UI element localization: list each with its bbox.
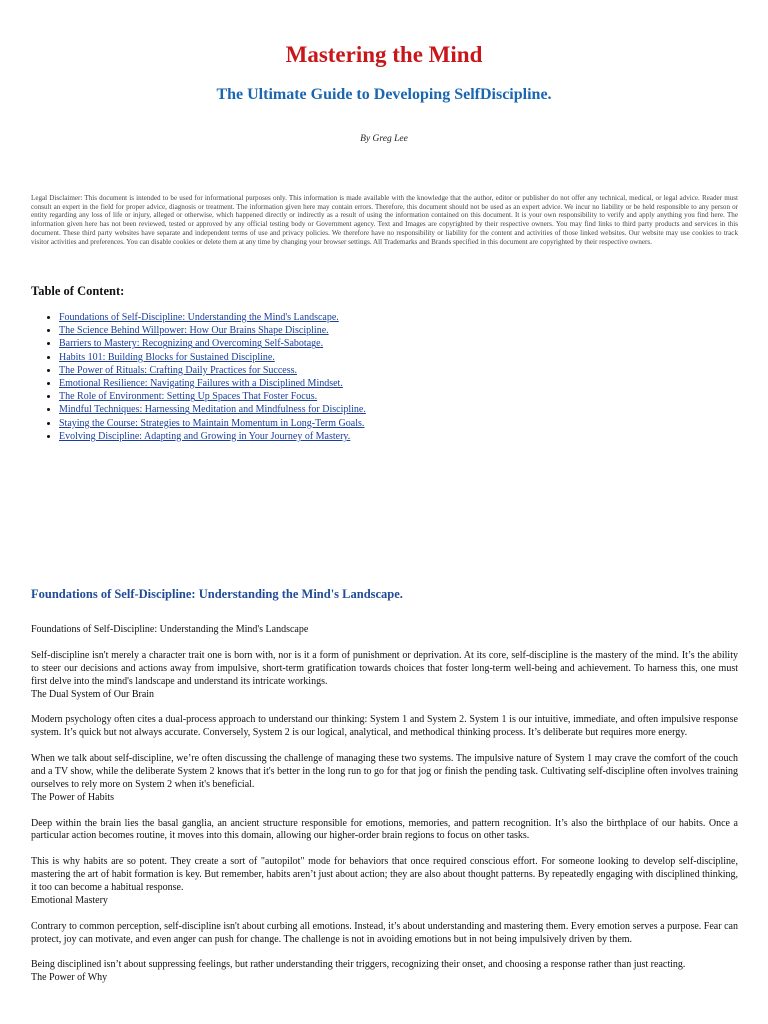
toc-link-evolving-discipline[interactable]: Evolving Discipline: Adapting and Growing in Your Journey of Mastery. [59,430,351,442]
toc-link-mindful-techniques[interactable]: Mindful Techniques: Harnessing Meditation and Mindfulness for Discipline. [59,404,366,416]
table-of-contents [31,311,366,443]
subheading: Emotional Mastery [31,894,108,906]
body-paragraph: Deep within the brain lies the basal ganglia, an ancient structure responsible for emotions, memories, and pattern recognition. It’s also the birthplace of our habits. Once a particular action becomes routine, it moves into this domain, allowing our higher-order brain regions to focus on other tasks. [31,817,738,842]
body-paragraph: This is why habits are so potent. They create a sort of "autopilot" mode for behaviors that once required conscious effort. For someone looking to develop self-discipline, mastering the art of habit formation is key. But remember, habits aren’t just about action; they are also about thought patterns. By repeatedly engaging with disciplined thinking, it too can become a habitual response. [31,856,738,894]
body-paragraph: Self-discipline isn't merely a character trait one is born with, nor is it a form of punishment or deprivation. At its core, self-discipline is the mastery of the mind. It’s the ability to steer our decisions and actions away from impulsive, short-term gratification towards choices that foster long-term well-being and achievement. To harness this, one must first delve into the mind's landscape and understand its intricate workings. [31,649,738,687]
body-paragraph: When we talk about self-discipline, we’re often discussing the challenge of managing these two systems. The impulsive nature of System 1 may crave the comfort of the couch and a TV show, while the deliberate System 2 knows that it's better in the long run to go for that jog or finish the pending task. Cultivating self-discipline often involves training ourselves to rely more on System 2 when it's beneficial. [31,753,738,790]
section-body [31,624,738,998]
body-paragraph: Contrary to common perception, self-discipline isn't about curbing all emotions. Instead, it’s about understanding and mastering them. Every emotion serves a purpose. Fear can protect, joy can motivate, and even anger can push for change. The challenge is not in avoiding emotions but in not being impulsively driven by them. [31,920,738,945]
author-byline: By Greg Lee [360,134,408,144]
toc-link-emotional-resilience[interactable]: Emotional Resilience: Navigating Failures with a Disciplined Mindset. [59,378,343,390]
paragraph-group [31,753,738,805]
toc-heading: Table of Content: [31,284,125,298]
toc-link-rituals[interactable]: The Power of Rituals: Crafting Daily Practices for Success. [59,364,297,376]
paragraph-group [31,650,738,702]
document-title: Mastering the Mind [285,42,483,67]
toc-item [59,377,366,390]
paragraph-group [31,856,738,908]
toc-item [59,364,366,377]
toc-item [59,311,366,324]
subheading: The Power of Why [31,972,108,984]
subheading: The Power of Habits [31,791,115,803]
section-intro: Foundations of Self-Discipline: Understanding the Mind's Landscape [31,624,309,635]
body-paragraph: Modern psychology often cites a dual-process approach to understand our thinking: System 1 and System 2. System 1 is our intuitive, immediate, and often impulsive response system. It’s quick but not always accurate. Conversely, System 2 is our logical, analytical, and methodical thinking process. It’s deliberate but requires more energy. [31,714,738,739]
toc-link-staying-the-course[interactable]: Staying the Course: Strategies to Maintain Momentum in Long-Term Goals. [59,417,365,429]
toc-link-science-willpower[interactable]: The Science Behind Willpower: How Our Brains Shape Discipline. [59,325,329,337]
toc-link-foundations[interactable]: Foundations of Self-Discipline: Understanding the Mind's Landscape. [59,312,339,323]
legal-disclaimer: Legal Disclaimer: This document is intended to be used for informational purposes only. This information is made available with the knowledge that the author, editor or publisher do not offer any technical, medical, or legal advice. Reader must consult an expert in the field for proper advice, diagnosis or treatment. The information given here may contain errors. Therefore, this document should not be used as an expert advice. We incur no liability or be held responsible to any person or entity regarding any loss of life or injury, alleged or otherwise, which happened directly or indirectly as a result of using the information contained on this document. It is your own responsibility to verify and apply anything you find here. The information given here has not been reviewed, tested or approved by any official testing body or Government agency. Text and Images are copyrighted by their respective owners. You may find links to third party products and services in this document. These third party websites have separate and independent terms of use and privacy policies. We therefore have no responsibility or liability for the content and activities of those linked websites. Our website may use cookies to track visitor activities and preferences. You can disable cookies or delete them at any time by changing your browser settings. All Trademarks and Brands specified in this document are copyrighted by their respective owners. [31,194,738,246]
body-paragraph: Being disciplined isn’t about suppressing feelings, but rather understanding their triggers, recognizing their onset, and choosing a response rather than just reacting. [31,959,686,971]
toc-item [59,324,366,337]
toc-item [59,403,366,416]
toc-link-environment[interactable]: The Role of Environment: Setting Up Spaces That Foster Focus. [59,391,318,403]
toc-item [59,430,366,443]
toc-item [59,351,366,364]
section-heading: Foundations of Self-Discipline: Understanding the Mind's Landscape. [31,587,403,601]
paragraph-group [31,959,738,985]
subheading: The Dual System of Our Brain [31,688,155,700]
toc-item [59,390,366,403]
toc-link-habits-101[interactable]: Habits 101: Building Blocks for Sustained Discipline. [59,351,275,363]
document-subtitle: The Ultimate Guide to Developing SelfDiscipline. [216,86,552,103]
toc-item [59,337,366,350]
toc-item [59,417,366,430]
toc-link-barriers[interactable]: Barriers to Mastery: Recognizing and Overcoming Self-Sabotage. [59,338,324,350]
